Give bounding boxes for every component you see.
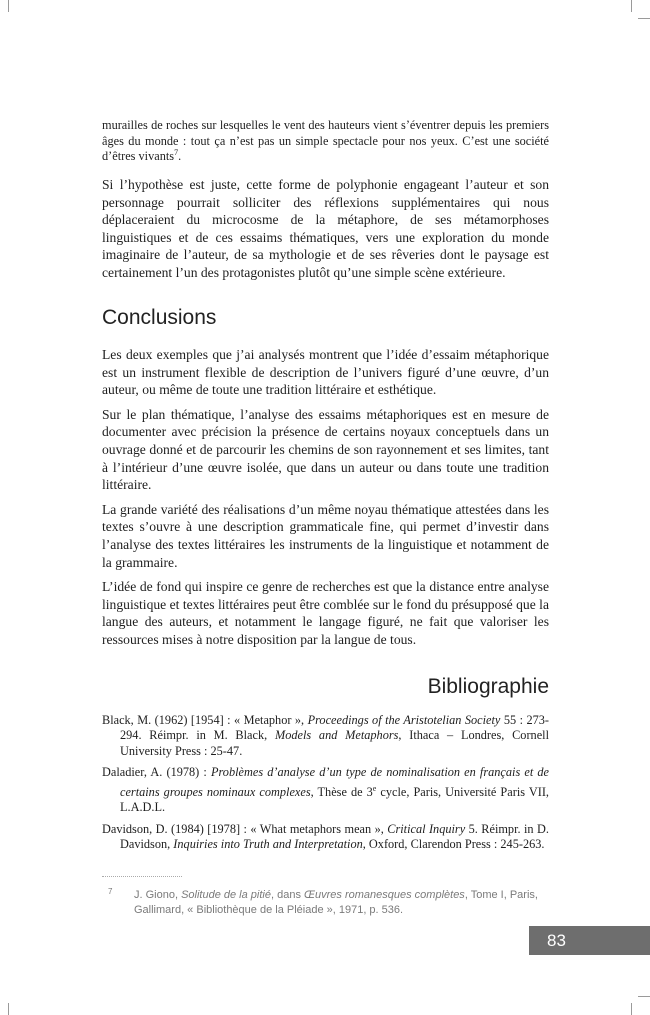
footnote-number: 7 <box>108 887 113 896</box>
entry-text: , Ithaca – Londres, Cornell University Press : 25-47. <box>120 728 549 758</box>
paragraph: La grande variété des réalisations d’un même noyau thématique attestées dans les textes s’ouvre à une description grammaticale fine, qui permet d’investir dans l’analyse des textes littéraires les instruments de la linguistique et notamment de la grammaire. <box>102 501 549 570</box>
footnote <box>108 888 549 918</box>
footnote-title: Œuvres romanesques complètes <box>304 889 465 901</box>
entry-title: Problèmes d’analyse d’un type de nominalisation en français et de certains groupes nominaux complexes <box>120 765 550 799</box>
entry-text: 5. Réimpr. in D. Davidson, <box>120 821 549 851</box>
conclusions-section <box>102 346 549 656</box>
entry-text: , Thèse de 3 <box>310 784 373 799</box>
entry-text: Black, M. (1962) [1954] : « Metaphor », <box>102 713 308 727</box>
crop-mark <box>8 1003 9 1015</box>
crop-mark <box>638 18 650 19</box>
entry-text: 55 : 273-294. Réimpr. in M. Black, <box>120 713 549 743</box>
entry-title: Models and Metaphors <box>274 728 399 743</box>
footnote-segment: , dans <box>270 889 305 901</box>
bibliography-heading: Bibliographie <box>427 675 549 698</box>
footnote-segment: J. Giono, <box>134 889 182 901</box>
conclusions-heading: Conclusions <box>102 306 217 329</box>
paragraph: L’idée de fond qui inspire ce genre de recherches est que la distance entre analyse linguistique et textes littéraires peut être comblée sur le fond du présupposé que la langue des auteurs, et notamment le langage figuré, ne fait que valoriser les ressources mises à notre disposition par la langue de tous. <box>102 579 549 647</box>
paragraph: Si l’hypothèse est juste, cette forme de polyphonie engageant l’auteur et son personnage pourrait solliciter des réflexions supplémentaires qui nous déplaceraient du microcosme de la métaphore, de ses métamorphoses linguistiques et de ces essaims thématiques, vers une exploration du monde imaginaire de l’auteur, de sa mythologie et de ses rêveries dont le paysage est certainement l’un des protagonistes plutôt qu’une simple scène extérieure. <box>102 177 549 280</box>
entry-text: Daladier, A. (1978) : <box>102 765 211 780</box>
entry-title: Critical Inquiry <box>387 821 466 836</box>
entry-superscript: e <box>372 783 377 793</box>
entry-title: Inquiries into Truth and Interpretation <box>173 836 363 851</box>
quote-text: murailles de roches sur lesquelles le vent des hauteurs vient s’éventrer depuis les premiers âges du monde : tout ça n’est pas un simple spectacle pour nos yeux. C’est une société d’êtres vivants <box>102 118 549 164</box>
bibliography-list <box>102 713 549 858</box>
crop-mark <box>631 0 632 12</box>
intro-section <box>102 176 549 289</box>
footnote-text <box>134 888 549 918</box>
entry-title: Proceedings of the Aristotelian Society <box>307 713 501 727</box>
footnote-segment: , Tome I, Paris, Gallimard, « Bibliothèque de la Pléiade », 1971, p. 536. <box>134 889 538 916</box>
bibliography-entry <box>102 713 549 759</box>
quote-block: murailles de roches sur lesquelles le vent des hauteurs vient s’éventrer depuis les premiers âges du monde : tout ça n’est pas un simple spectacle pour nos yeux. C’est une société d’êtres vivants$^7$. <box>102 118 549 164</box>
entry-text: Davidson, D. (1984) [1978] : « What metaphors mean », <box>102 821 388 836</box>
entry-text: cycle, Paris, Université Paris VII, L.A.D.L. <box>120 784 549 815</box>
bibliography-entry <box>102 765 549 815</box>
crop-mark <box>638 996 650 997</box>
footnote-separator <box>102 876 182 877</box>
entry-text: , Oxford, Clarendon Press : 245-263. <box>362 836 545 851</box>
page-number: 83 <box>529 926 650 955</box>
footnote-ref[interactable]: 7 <box>174 148 179 158</box>
footnote-title: Solitude de la pitié <box>181 889 271 901</box>
bibliography-entry <box>102 822 549 853</box>
paragraph: Sur le plan thématique, l’analyse des essaims métaphoriques est en mesure de documenter avec précision la présence de certains noyaux conceptuels dans un ouvrage donné et de parcourir les chemins de son rayonnement et ses limites, tant à l’intérieur d’une œuvre isolée, que dans un auteur ou dans toute une tradition littéraire. <box>102 406 549 493</box>
crop-mark <box>8 0 9 12</box>
crop-mark <box>631 1003 632 1015</box>
paragraph: Les deux exemples que j’ai analysés montrent que l’idée d’essaim métaphorique est un instrument flexible de description de l’univers figuré d’une œuvre, d’un auteur, ou même de toute une tradition littéraire et esthétique. <box>102 347 549 398</box>
